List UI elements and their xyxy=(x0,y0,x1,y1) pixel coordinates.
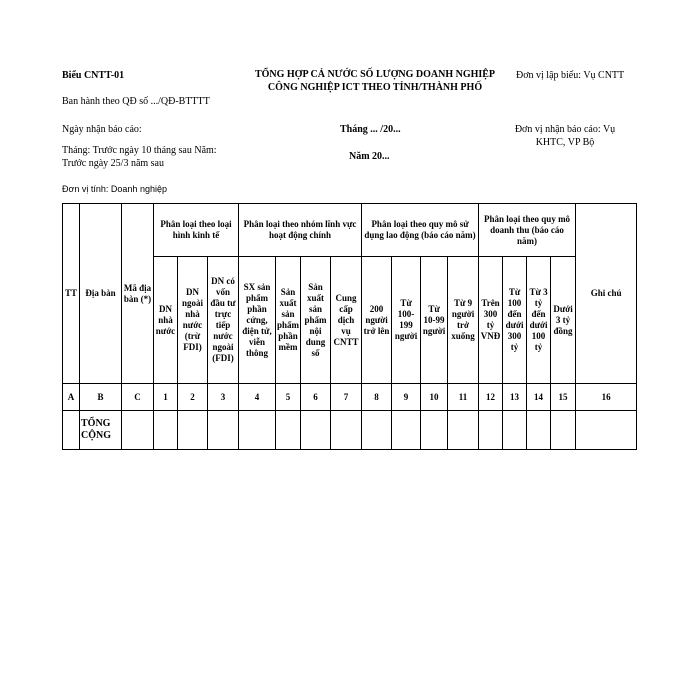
index-cell: 13 xyxy=(503,384,527,411)
sub-header: DN có vốn đầu tư trực tiếp nước ngoài (FDI) xyxy=(208,257,239,384)
index-cell: A xyxy=(63,384,80,411)
empty-cell xyxy=(551,411,576,450)
receiving-unit-line1: Đơn vị nhận báo cáo: Vụ xyxy=(514,124,616,135)
index-cell: 4 xyxy=(239,384,276,411)
empty-cell xyxy=(576,411,637,450)
index-cell: 7 xyxy=(331,384,362,411)
empty-cell xyxy=(421,411,448,450)
sub-header: 200 người trở lên xyxy=(362,257,392,384)
empty-cell xyxy=(239,411,276,450)
group-revenue-size: Phân loại theo quy mô doanh thu (báo cáo năm) xyxy=(479,204,576,257)
total-label: TỔNG CỘNG xyxy=(80,411,122,450)
index-cell: B xyxy=(80,384,122,411)
deadline-line1: Tháng: Trước ngày 10 tháng sau Năm: xyxy=(62,145,217,156)
empty-cell xyxy=(276,411,301,450)
report-title xyxy=(225,68,525,94)
year-label: Năm 20... xyxy=(349,151,390,162)
index-cell: 12 xyxy=(479,384,503,411)
index-cell: 2 xyxy=(178,384,208,411)
empty-cell xyxy=(63,411,80,450)
index-cell: 10 xyxy=(421,384,448,411)
sub-header: Cung cấp dịch vụ CNTT xyxy=(331,257,362,384)
sub-header: Từ 9 người trở xuống xyxy=(448,257,479,384)
empty-cell xyxy=(448,411,479,450)
index-cell: C xyxy=(122,384,154,411)
sub-header: Từ 100-199 người xyxy=(392,257,421,384)
receiving-unit-line2: KHTC, VP Bộ xyxy=(535,137,595,148)
index-cell: 16 xyxy=(576,384,637,411)
empty-cell xyxy=(527,411,551,450)
total-row xyxy=(63,411,637,450)
index-cell: 14 xyxy=(527,384,551,411)
empty-cell xyxy=(331,411,362,450)
empty-cell xyxy=(178,411,208,450)
sub-header: DN ngoài nhà nước (trừ FDI) xyxy=(178,257,208,384)
report-title-line2: CÔNG NGHIỆP ICT THEO TỈNH/THÀNH PHỐ xyxy=(267,82,483,93)
empty-cell xyxy=(392,411,421,450)
receiving-unit xyxy=(495,123,635,149)
empty-cell xyxy=(301,411,331,450)
index-cell: 8 xyxy=(362,384,392,411)
index-cell: 3 xyxy=(208,384,239,411)
sub-header: Từ 100 đến dưới 300 tỷ xyxy=(503,257,527,384)
month-label: Tháng ... /20... xyxy=(340,124,401,135)
col-note: Ghi chú xyxy=(576,204,637,384)
deadline-line2: Trước ngày 25/3 năm sau xyxy=(62,158,164,169)
sub-header: Từ 3 tỷ đến dưới 100 tỷ xyxy=(527,257,551,384)
empty-cell xyxy=(122,411,154,450)
prepared-by: Đơn vị lập biểu: Vụ CNTT xyxy=(516,70,625,81)
group-economic-type: Phân loại theo loại hình kinh tế xyxy=(154,204,239,257)
empty-cell xyxy=(479,411,503,450)
index-cell: 5 xyxy=(276,384,301,411)
deadline xyxy=(62,144,262,170)
index-cell: 1 xyxy=(154,384,178,411)
index-cell: 9 xyxy=(392,384,421,411)
index-cell: 11 xyxy=(448,384,479,411)
index-cell: 15 xyxy=(551,384,576,411)
empty-cell xyxy=(362,411,392,450)
empty-cell xyxy=(208,411,239,450)
col-area: Địa bàn xyxy=(80,204,122,384)
sub-header: Sản xuất sản phẩm phần mềm xyxy=(276,257,301,384)
group-field: Phân loại theo nhóm lĩnh vực hoạt động chính xyxy=(239,204,362,257)
issued-by: Ban hành theo QĐ số .../QĐ-BTTTT xyxy=(62,96,210,107)
report-table xyxy=(62,203,637,450)
empty-cell xyxy=(154,411,178,450)
index-cell: 6 xyxy=(301,384,331,411)
report-title-line1: TỔNG HỢP CẢ NƯỚC SỐ LƯỢNG DOANH NGHIỆP xyxy=(254,69,496,80)
sub-header: Dưới 3 tỷ đồng xyxy=(551,257,576,384)
col-tt: TT xyxy=(63,204,80,384)
sub-header: Sản xuất sản phẩm nội dung số xyxy=(301,257,331,384)
col-area-code: Mã địa bàn (*) xyxy=(122,204,154,384)
unit-label: Đơn vị tính: Doanh nghiệp xyxy=(62,184,167,194)
group-labor-size: Phân loại theo quy mô sử dụng lao động (báo cáo năm) xyxy=(362,204,479,257)
empty-cell xyxy=(503,411,527,450)
sub-header: DN nhà nước xyxy=(154,257,178,384)
sub-header: SX sản phẩm phần cứng, điện tử, viễn thông xyxy=(239,257,276,384)
sub-header: Từ 10-99 người xyxy=(421,257,448,384)
received-date: Ngày nhận báo cáo: xyxy=(62,124,142,135)
form-code: Biểu CNTT-01 xyxy=(62,70,125,81)
sub-header: Trên 300 tỷ VNĐ xyxy=(479,257,503,384)
